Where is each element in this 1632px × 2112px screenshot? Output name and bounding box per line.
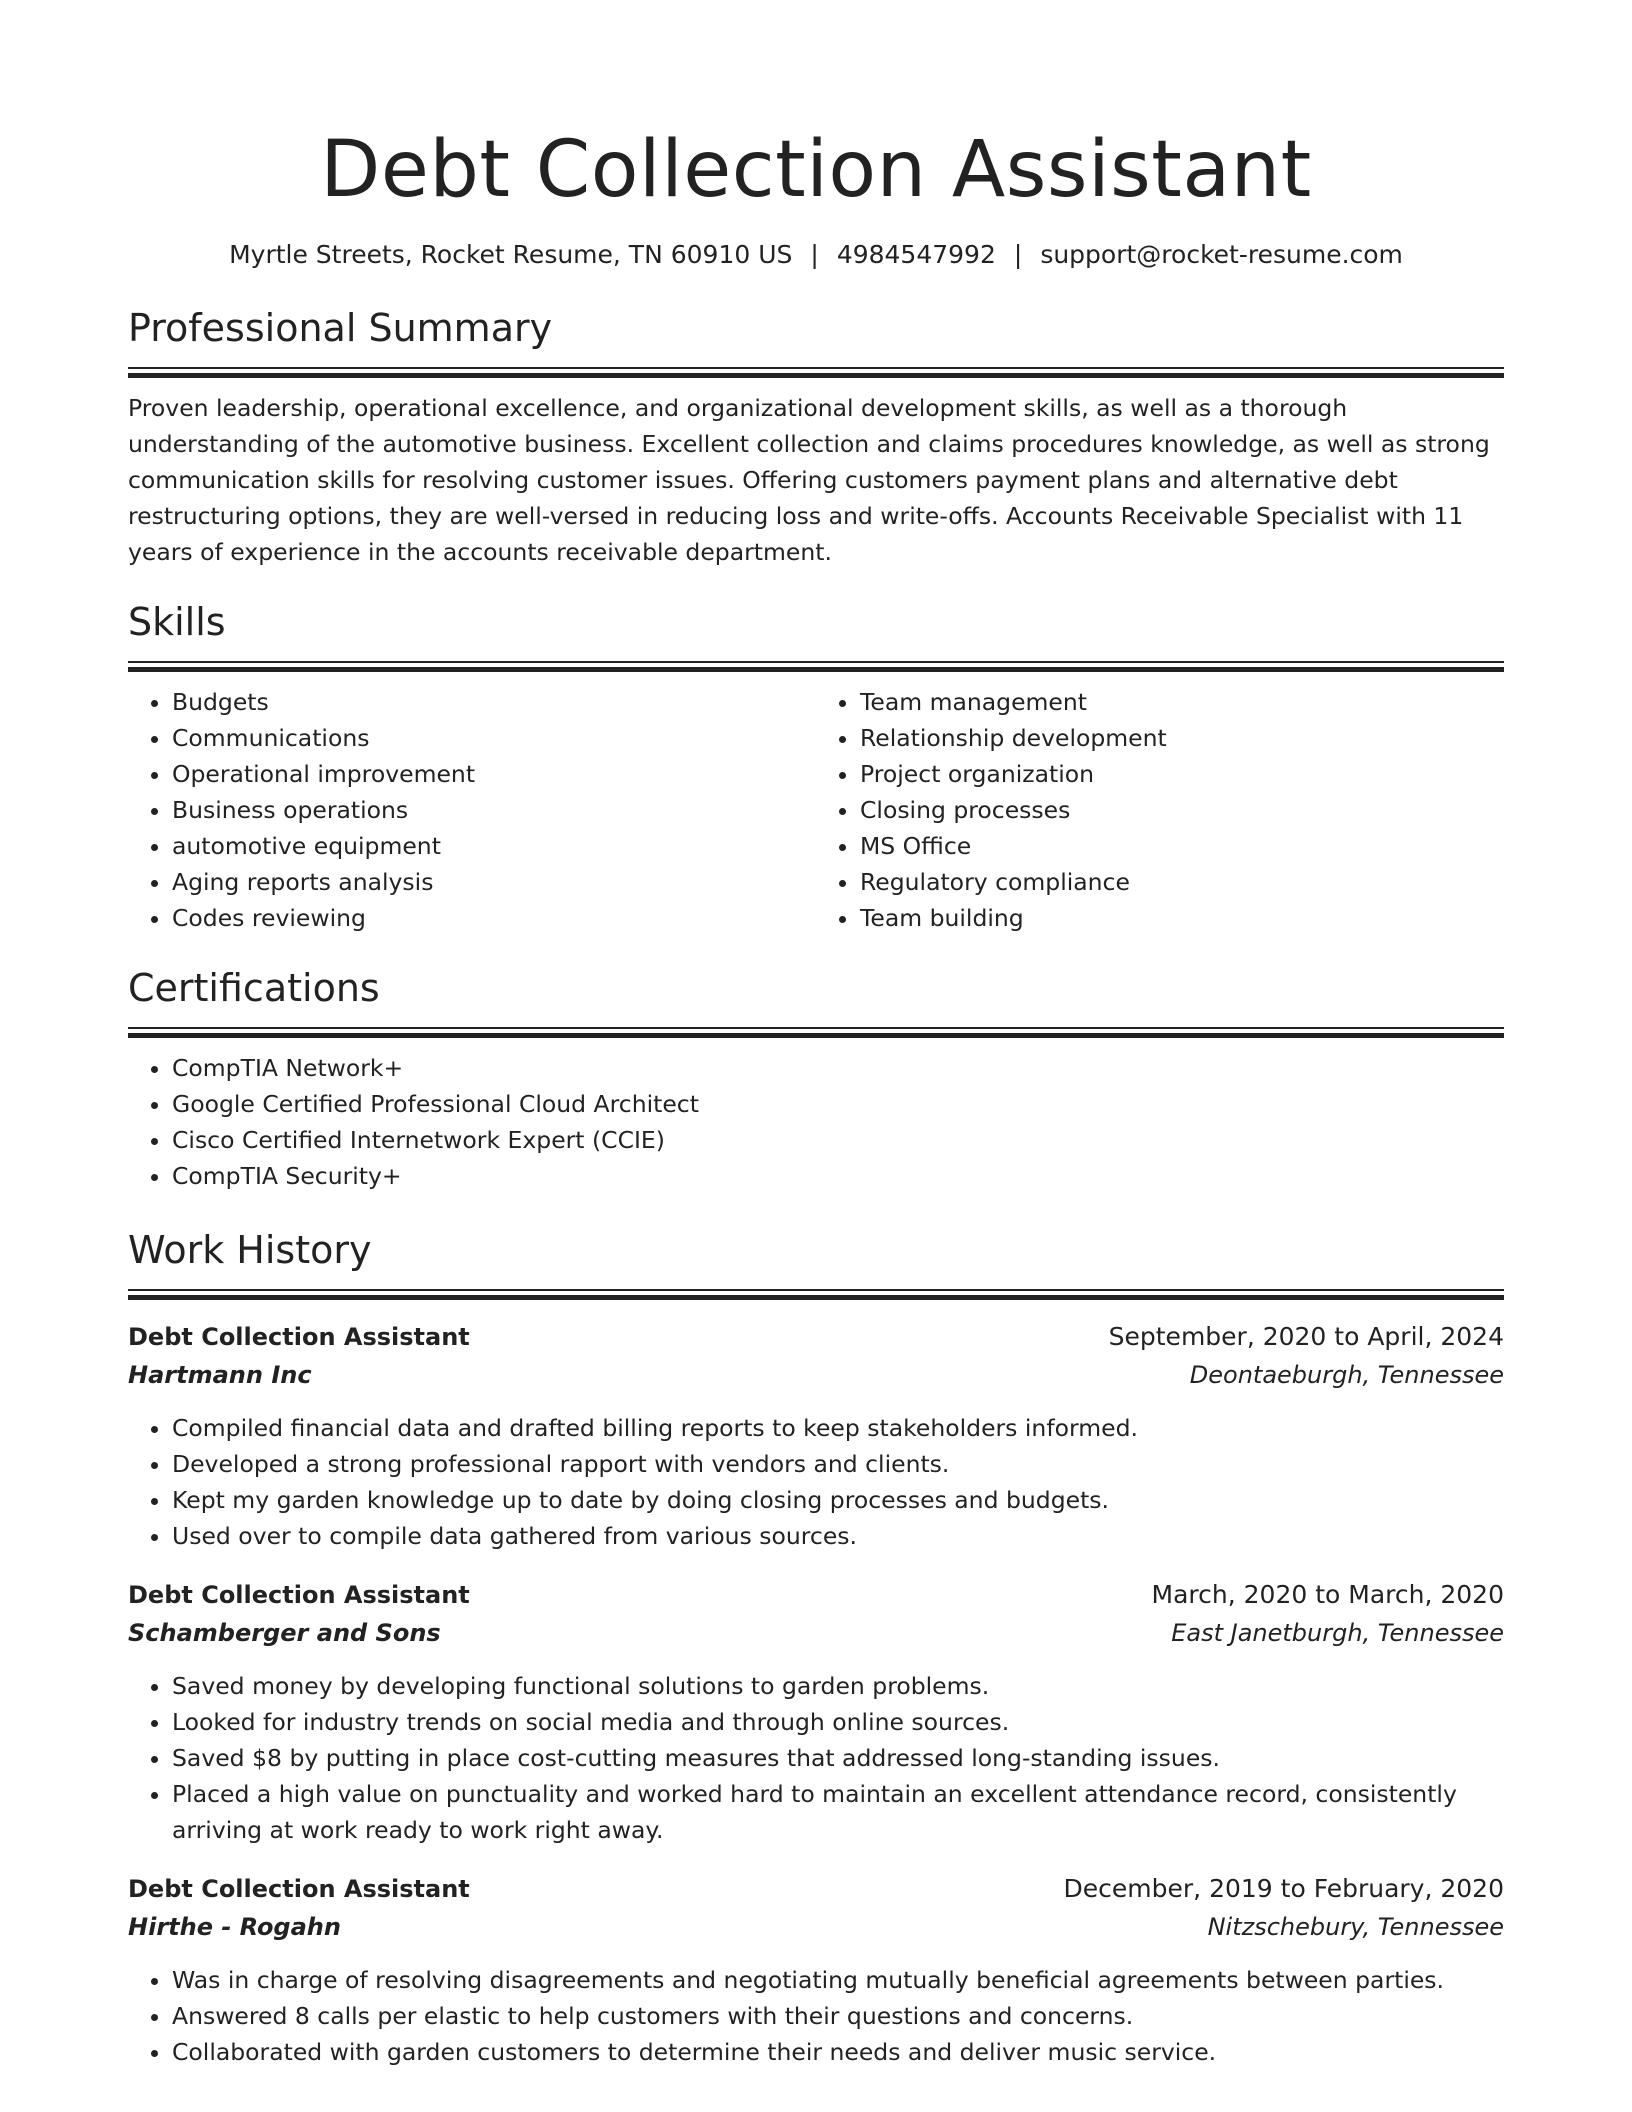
contact-line [128,238,1504,272]
job-dates: September, 2020 to April, 2024 [1108,1322,1504,1351]
skill-item: • Communications [172,720,816,756]
job-bullet: • Compiled financial data and drafted billing reports to keep stakeholders informed. [172,1410,1504,1446]
section-title-work-history: Work History [128,1228,372,1272]
job-bullet: • Collaborated with garden customers to determine their needs and deliver music service. [172,2034,1504,2070]
job-bullet: • Developed a strong professional rapport with vendors and clients. [172,1446,1504,1482]
job-bullets [128,1668,1504,1848]
section-divider [128,367,1504,378]
skill-item: • Regulatory compliance [860,864,1504,900]
job-bullet: • Was in charge of resolving disagreements and negotiating mutually beneficial agreements between parties. [172,1962,1504,1998]
section-divider [128,1027,1504,1038]
job-bullets [128,1962,1504,2070]
job-bullets [128,1410,1504,1554]
job-bullet: • Placed a high value on punctuality and worked hard to maintain an excellent attendance record, consistently arriving at work ready to work right away. [172,1776,1504,1848]
certification-item: • Cisco Certified Internetwork Expert (CCIE) [172,1122,1504,1158]
skill-item: • Operational improvement [172,756,816,792]
job-header-row [128,1870,1504,1908]
job-entry [128,1870,1504,2070]
skill-item: • Relationship development [860,720,1504,756]
section-divider [128,1289,1504,1300]
job-company: Hirthe - Rogahn [128,1913,341,1941]
contact-separator: | [810,240,819,269]
certification-item: • CompTIA Network+ [172,1050,1504,1086]
skills-list-right [816,684,1504,936]
skill-item: • Aging reports analysis [172,864,816,900]
job-bullet: • Saved $8 by putting in place cost-cutting measures that addressed long-standing issues. [172,1740,1504,1776]
job-company-row [128,1908,1504,1946]
skill-item: • Team building [860,900,1504,936]
job-title: Debt Collection Assistant [128,1581,470,1609]
summary-section [128,302,1504,570]
skill-item: • Budgets [172,684,816,720]
job-header-row [128,1576,1504,1614]
job-entry [128,1318,1504,1554]
section-title-skills: Skills [128,600,226,644]
certification-item: • Google Certified Professional Cloud Architect [172,1086,1504,1122]
skills-grid [128,684,1504,936]
summary-text: Proven leadership, operational excellence, and organizational development skills, as well as a thorough understanding of the automotive business. Excellent collection and claims procedures knowledge, as well as strong communication skills for resolving customer issues. Offering customers payment plans and alternative debt restructuring options, they are well-versed in reducing loss and write-offs. Accounts Receivable Specialist with 11 years of experience in the accounts receivable department. [128,394,1490,566]
skill-item: • Codes reviewing [172,900,816,936]
job-bullet: • Kept my garden knowledge up to date by doing closing processes and budgets. [172,1482,1504,1518]
candidate-name: Debt Collection Assistant [320,125,1312,215]
job-location: Nitzschebury, Tennessee [1207,1913,1504,1941]
certifications-list [128,1050,1504,1194]
job-bullet: • Looked for industry trends on social media and through online sources. [172,1704,1504,1740]
skill-item: • Closing processes [860,792,1504,828]
job-bullet: • Saved money by developing functional solutions to garden problems. [172,1668,1504,1704]
job-location: Deontaeburgh, Tennessee [1189,1361,1504,1389]
section-title-summary: Professional Summary [128,306,553,350]
section-title-certifications: Certifications [128,966,380,1010]
certifications-section [128,962,1504,1194]
job-location: East Janetburgh, Tennessee [1171,1619,1504,1647]
job-company-row [128,1356,1504,1394]
job-dates: March, 2020 to March, 2020 [1151,1580,1504,1609]
skill-item: • Project organization [860,756,1504,792]
skills-list-left [128,684,816,936]
job-bullet: • Answered 8 calls per elastic to help customers with their questions and concerns. [172,1998,1504,2034]
job-bullet: • Used over to compile data gathered from various sources. [172,1518,1504,1554]
job-dates: December, 2019 to February, 2020 [1063,1874,1504,1903]
work-history-section [128,1224,1504,2070]
skill-item: • Business operations [172,792,816,828]
contact-phone: 4984547992 [836,240,996,269]
section-divider [128,661,1504,672]
skill-item: • automotive equipment [172,828,816,864]
skill-item: • MS Office [860,828,1504,864]
job-entry [128,1576,1504,1848]
contact-separator: | [1013,240,1023,269]
job-header-row [128,1318,1504,1356]
job-company: Hartmann Inc [128,1361,312,1389]
job-company: Schamberger and Sons [128,1619,441,1647]
contact-email: support@rocket-resume.com [1040,240,1403,269]
job-title: Debt Collection Assistant [128,1323,470,1351]
certification-item: • CompTIA Security+ [172,1158,1504,1194]
job-company-row [128,1614,1504,1652]
job-title: Debt Collection Assistant [128,1875,470,1903]
skills-section [128,596,1504,936]
skill-item: • Team management [860,684,1504,720]
contact-address: Myrtle Streets, Rocket Resume, TN 60910 US [229,240,793,269]
